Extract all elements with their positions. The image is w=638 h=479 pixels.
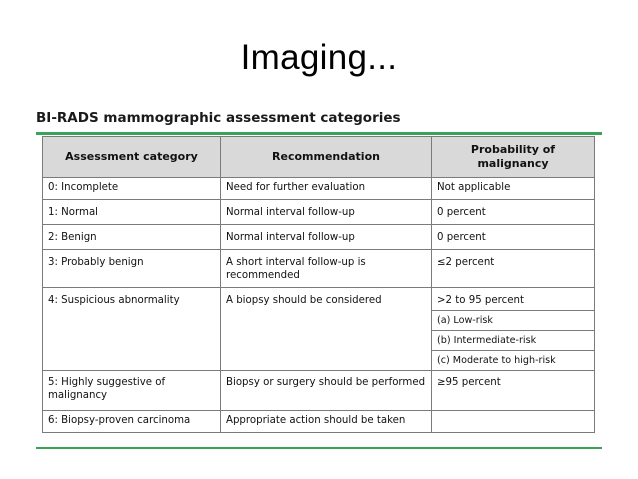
risk-subcategory: (a) Low-risk [432,311,595,331]
header-probability: Probability of malignancy [432,137,595,178]
recommendation-cell: A biopsy should be considered [221,288,432,371]
header-assessment-category: Assessment category [43,137,221,178]
bottom-rule [36,447,602,449]
table-row [43,411,595,433]
probability-cell: 0 percent [432,200,595,225]
probability-cell: 0 percent [432,225,595,250]
probability-cell: ≥95 percent [432,371,595,411]
top-rule [36,132,602,135]
recommendation-cell: Biopsy or surgery should be performed [221,371,432,411]
table-row [43,371,595,411]
table-row [43,288,595,311]
table-row [43,250,595,288]
recommendation-cell: Normal interval follow-up [221,200,432,225]
category-cell: 3: Probably benign [43,250,221,288]
probability-cell: ≤2 percent [432,250,595,288]
birads-table [42,136,595,433]
category-cell: 4: Suspicious abnormality [43,288,221,371]
table-row [43,178,595,200]
risk-subcategory: (b) Intermediate-risk [432,331,595,351]
recommendation-cell: Normal interval follow-up [221,225,432,250]
slide-title: Imaging... [240,38,398,77]
category-cell: 6: Biopsy-proven carcinoma [43,411,221,433]
recommendation-cell: A short interval follow-up is recommended [221,250,432,288]
risk-subcategory: (c) Moderate to high-risk [432,351,595,371]
category-cell: 1: Normal [43,200,221,225]
recommendation-cell: Appropriate action should be taken [221,411,432,433]
category-cell: 2: Benign [43,225,221,250]
header-recommendation: Recommendation [221,137,432,178]
probability-cell [432,411,595,433]
category-cell: 5: Highly suggestive of malignancy [43,371,221,411]
table-header-row [43,137,595,178]
table-row [43,225,595,250]
table-caption: BI-RADS mammographic assessment categories [36,110,401,126]
category-cell: 0: Incomplete [43,178,221,200]
table-row [43,200,595,225]
recommendation-cell: Need for further evaluation [221,178,432,200]
probability-cell: Not applicable [432,178,595,200]
probability-cell: >2 to 95 percent [432,288,595,311]
